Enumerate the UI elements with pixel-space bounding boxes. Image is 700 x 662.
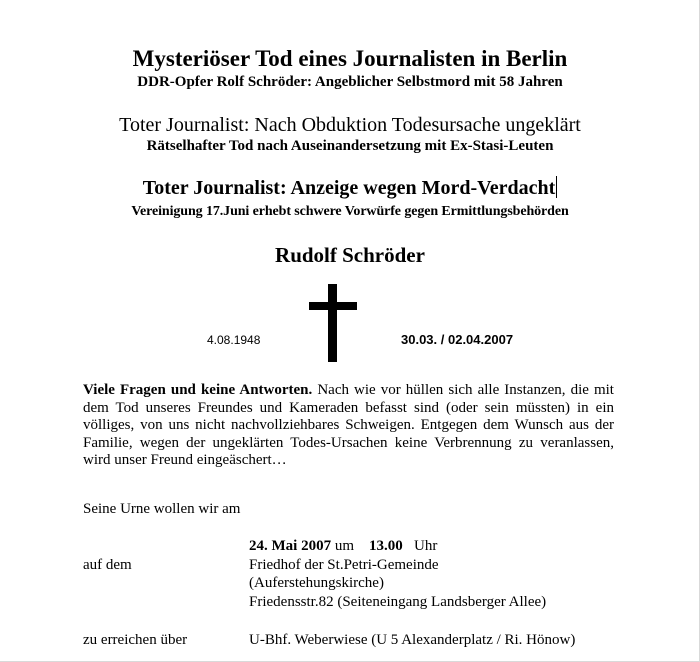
headline-1-subtitle: DDR-Opfer Rolf Schröder: Angeblicher Selbstmord mit 58 Jahren: [137, 74, 563, 90]
obituary-paragraph: [83, 382, 614, 470]
place-label: auf dem: [83, 557, 132, 573]
headline-2-subtitle: Rätselhafter Tod nach Auseinandersetzung mit Ex-Stasi-Leuten: [146, 138, 554, 154]
deceased-name: Rudolf Schröder: [275, 243, 425, 267]
latin-cross-icon: [309, 284, 357, 362]
obituary-intro-text: Nach wie vor hüllen sich alle Instanzen, die mit dem Tod unseres Freundes und Kameraden befasst sind (oder sein müssten) in ein völliges, von uns nicht nachvollziehbares Schweigen. Entgegen dem Wunsch aus der Familie, wegen der ungeklärten Todes-Ursachen keine Verbrennung zu veranlassen, wird unser Freund eingeäschert…: [83, 382, 614, 468]
birth-date: 4.08.1948: [207, 333, 261, 347]
headline-3-title: Toter Journalist: Anzeige wegen Mord-Verdacht: [142, 177, 556, 199]
headline-1-title: Mysteriöser Tod eines Journalisten in Berlin: [132, 46, 568, 71]
place-line-1: Friedhof der St.Petri-Gemeinde: [249, 557, 439, 573]
transit-value: U-Bhf. Weberwiese (U 5 Alexanderplatz / Ri. Hönow): [249, 632, 576, 648]
ceremony-datetime: [249, 537, 437, 555]
ceremony-lead: Seine Urne wollen wir am: [83, 501, 241, 517]
text-cursor: [556, 176, 557, 198]
headline-3-title-line: [0, 176, 700, 201]
obituary-intro-bold: Viele Fragen und keine Antworten.: [83, 382, 313, 398]
transit-label: zu erreichen über: [83, 632, 188, 648]
headline-3-subtitle: Vereinigung 17.Juni erhebt schwere Vorwürfe gegen Ermittlungsbehörden: [131, 204, 569, 219]
ceremony-uhr: Uhr: [414, 538, 438, 554]
death-dates: 30.03. / 02.04.2007: [401, 332, 514, 347]
ceremony-um: um: [334, 538, 354, 554]
place-line-2: (Auferstehungskirche): [249, 575, 384, 591]
place-line-3: Friedensstr.82 (Seiteneingang Landsberger Allee): [249, 594, 547, 610]
ceremony-date: 24. Mai 2007: [249, 538, 332, 554]
ceremony-time: 13.00: [369, 538, 403, 554]
headline-2-title: Toter Journalist: Nach Obduktion Todesursache ungeklärt: [119, 114, 581, 136]
